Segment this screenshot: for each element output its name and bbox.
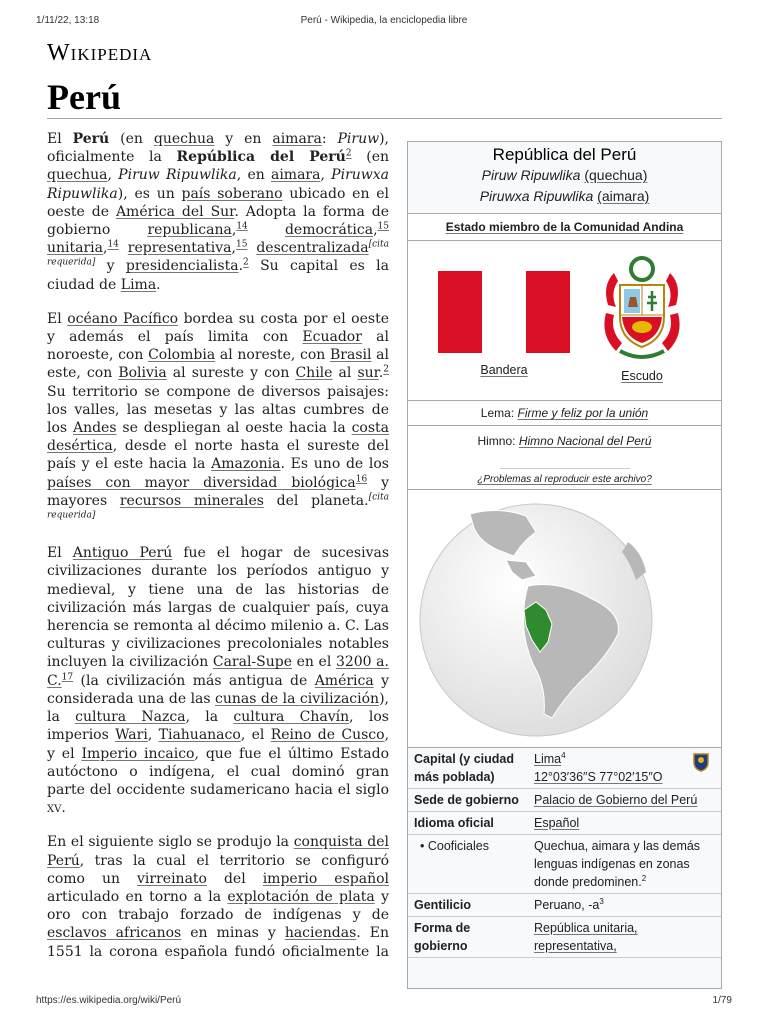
ref-17[interactable]: 17	[61, 672, 74, 683]
lima-coat-of-arms-icon[interactable]	[691, 750, 711, 772]
print-page-count: 1/79	[712, 995, 732, 1006]
link-oceano-pacifico[interactable]: océano Pacífico	[67, 310, 179, 327]
infobox-title: República del Perú	[492, 145, 637, 164]
article-body	[47, 130, 389, 960]
row-cooficiales: • Cooficiales Quechua, aimara y las demás lenguas indígenas en zonas donde predominen.$^2$	[408, 835, 721, 894]
ref-14b[interactable]: 14	[107, 239, 119, 250]
link-conquista-peru[interactable]: conquista del Perú	[47, 834, 389, 869]
link-democratica[interactable]: democrática	[284, 222, 374, 239]
row-gentilicio: Gentilicio Peruano, $-a^3$	[408, 894, 721, 917]
ref-15b[interactable]: 15	[236, 239, 248, 250]
link-virreinato[interactable]: virreinato	[137, 870, 207, 887]
link-lima[interactable]: Lima	[120, 276, 157, 293]
ref-2b[interactable]: 2	[243, 257, 249, 268]
link-cultura-nazca[interactable]: cultura Nazca	[75, 709, 186, 726]
link-explotacion-plata[interactable]: explotación de plata	[227, 888, 375, 905]
link-presidencialista[interactable]: presidencialista	[125, 258, 239, 275]
paragraph-history-ancient: El Antiguo Perú fue el hogar de sucesivas civilizaciones durante los períodos antiguo y medieval, y tiene una de las historias de civilización más largas de cualquier país, cuya herencia se remonta al décimo milenio a. C. Las culturas y civilizaciones precoloniales notables incluyen la civilización Caral-Supe en el 3200 a. C.$^{17}$ (la civilización más antigua de América y considerada una de las cunas de la civilización), la cultura Nazca, la cultura Chavín, los imperios Wari, Tiahuanaco, el Reino de Cusco, y el Imperio incaico, que fue el último Estado autóctono o indígena, el cual dominó gran parte del occidente sudamericano hacia el siglo xv.	[47, 545, 389, 817]
title-divider	[47, 118, 722, 119]
link-imperio-incaico[interactable]: Imperio incaico	[81, 745, 195, 762]
link-amazonia[interactable]: Amazonia	[211, 456, 281, 473]
ref-4[interactable]: 4	[561, 750, 566, 760]
link-representativa[interactable]: representativa	[127, 240, 232, 257]
link-america[interactable]: América	[314, 672, 374, 689]
print-page-title: Perú - Wikipedia, la enciclopedia libre	[300, 15, 468, 26]
ref-2-infobox[interactable]: 2	[641, 873, 647, 883]
infobox-title-block	[408, 142, 721, 207]
coat-of-arms-icon[interactable]	[600, 255, 684, 365]
flag-image[interactable]	[438, 271, 570, 353]
link-quechua[interactable]: quechua	[153, 131, 215, 147]
link-cultura-chavin[interactable]: cultura Chavín	[233, 709, 350, 726]
link-bolivia[interactable]: Bolivia	[118, 365, 167, 382]
link-esclavos-africanos[interactable]: esclavos africanos	[47, 925, 182, 942]
alt-name-quechua: Piruw Ripuwlika	[481, 167, 581, 183]
link-brasil[interactable]: Brasil	[330, 347, 372, 364]
link-unitaria[interactable]: unitaria	[47, 240, 103, 257]
audio-help-link: ¿Problemas al reproducir este archivo?	[477, 474, 652, 485]
link-recursos-minerales[interactable]: recursos minerales	[119, 492, 264, 509]
link-andes[interactable]: Andes	[72, 420, 117, 437]
alt-name-aimara: Piruwxa Ripuwlika	[479, 188, 594, 204]
paragraph-geography: El océano Pacífico bordea su costa por el oeste y además el país limita con Ecuador al noroeste, con Colombia al noreste, con Brasil al este, con Bolivia al sureste y con Chile al sur.$^2$ Su territorio se compone de diversos paisajes: los valles, las mesetas y las altas cumbres de los Andes se despliegan al oeste hacia la costa desértica, desde el norte hasta el sureste del país y el este hacia la Amazonia. Es uno de los países con mayor diversidad biológica$^{16}$ y mayores recursos minerales del planeta.[cita requerida]	[47, 310, 389, 521]
link-reino-cusco[interactable]: Reino de Cusco	[270, 727, 385, 744]
paragraph-history-colonial: En el siguiente siglo se produjo la conquista del Perú, tras la cual el territorio se configuró como un virreinato del imperio español articulado en torno a la explotación de plata y oro con trabajo forzado de indígenas y de esclavos africanos en minas y haciendas. En 1551 la corona española fundó oficialmente la	[47, 834, 389, 960]
link-caral-supe[interactable]: Caral-Supe	[212, 654, 293, 671]
wikipedia-wordmark[interactable]: Wikipedia	[47, 40, 153, 66]
link-pais-soberano[interactable]: país soberano	[181, 185, 283, 202]
infobox	[407, 141, 722, 989]
link-republicana[interactable]: republicana	[147, 222, 232, 239]
value-cooficiales[interactable]: Quechua, aimara y las demás lenguas indígenas en zonas donde predominen.	[534, 839, 701, 889]
national-symbols	[408, 241, 721, 401]
ref-2[interactable]: 2	[345, 148, 352, 159]
ref-16[interactable]: 16	[355, 474, 368, 484]
anthem-row: Himno: Himno Nacional del Perú ¿Problemas al reproducir este archivo?	[408, 426, 721, 490]
key-capital: Capital (y ciudad más poblada)	[408, 748, 528, 789]
article-title: Perú	[47, 77, 121, 117]
link-colombia[interactable]: Colombia	[148, 347, 216, 364]
paragraph-intro: El Perú (en quechua y en aimara: Piruw), oficialmente la República del Perú$^2$ (en quechua, Piruw Ripuwlika, en aimara, Piruwxa Ripuwlika), es un país soberano ubicado en el oeste de América del Sur. Adopta la forma de gobierno republicana,$^{14}$ democrática,$^{15}$ unitaria,$^{14}$ representativa,$^{15}$ descentralizada[cita requerida] y presidencialista.$^2$ Su capital es la ciudad de Lima.	[47, 131, 389, 293]
flag-stripe-right	[526, 271, 570, 353]
link-imperio-espanol[interactable]: imperio español	[262, 870, 389, 887]
row-sede-gobierno: Sede de gobierno Palacio de Gobierno del Perú	[408, 789, 721, 812]
print-timestamp: 1/11/22, 13:18	[36, 15, 100, 26]
link-motto[interactable]: Firme y feliz por la unión	[517, 406, 649, 420]
link-lima-capital[interactable]: Lima	[534, 752, 562, 766]
link-palacio-gobierno[interactable]: Palacio de Gobierno del Perú	[534, 793, 698, 807]
link-aimara[interactable]: aimara	[272, 131, 322, 147]
link-aimara-2[interactable]: aimara	[270, 167, 321, 184]
link-sur[interactable]: sur	[357, 365, 379, 382]
link-3200-ac[interactable]: 3200 a. C.	[47, 654, 389, 689]
link-espanol[interactable]: Español	[534, 816, 580, 830]
infobox-member-note[interactable]: Estado miembro de la Comunidad Andina	[408, 213, 721, 241]
link-cunas-civilizacion[interactable]: cunas de la civilización	[215, 690, 380, 707]
link-antiguo-peru[interactable]: Antiguo Perú	[72, 545, 173, 562]
link-ecuador[interactable]: Ecuador	[302, 329, 362, 346]
citation-needed-2[interactable]: [cita requerida]	[47, 492, 389, 521]
value-capital	[528, 748, 721, 789]
infobox-data-table	[408, 748, 721, 958]
flag-caption[interactable]: Bandera	[480, 363, 528, 377]
link-tiahuanaco[interactable]: Tiahuanaco	[158, 727, 241, 744]
row-capital	[408, 748, 721, 789]
globe-map-icon[interactable]	[418, 502, 710, 738]
link-quechua-infobox[interactable]: (quechua)	[584, 167, 648, 183]
citation-needed[interactable]: [cita requerida]	[47, 239, 389, 268]
row-idioma-oficial: Idioma oficial Español	[408, 812, 721, 835]
flag-stripe-center	[482, 271, 526, 353]
coa-caption[interactable]: Escudo	[621, 369, 663, 383]
link-haciendas[interactable]: haciendas	[284, 925, 357, 942]
motto-row: Lema: Firme y feliz por la unión	[408, 401, 721, 426]
location-map[interactable]	[408, 490, 721, 748]
ref-3[interactable]: 3	[599, 896, 604, 906]
link-diversidad-biologica[interactable]: países con mayor diversidad biológica	[47, 474, 356, 491]
flag-stripe-left	[438, 271, 482, 353]
link-wari[interactable]: Wari	[115, 727, 148, 744]
link-america-del-sur[interactable]: América del Sur	[115, 203, 235, 220]
link-costa-desertica[interactable]: costa desértica	[47, 420, 389, 455]
ref-14[interactable]: 14	[236, 221, 248, 232]
link-anthem[interactable]: Himno Nacional del Perú	[518, 434, 652, 448]
ref-2c[interactable]: 2	[383, 364, 389, 375]
row-forma-gobierno: Forma de gobierno República unitaria, representativa,	[408, 917, 721, 958]
link-aimara-infobox[interactable]: (aimara)	[597, 188, 650, 204]
link-descentralizada[interactable]: descentralizada	[256, 240, 369, 257]
link-coordinates[interactable]: 12°03′36″S 77°02′15″O	[534, 770, 663, 784]
link-chile[interactable]: Chile	[295, 365, 333, 382]
link-quechua-2[interactable]: quechua	[47, 167, 108, 184]
ref-15[interactable]: 15	[377, 221, 389, 232]
link-republica-unitaria[interactable]: República unitaria, representativa,	[534, 921, 638, 953]
print-url: https://es.wikipedia.org/wiki/Perú	[36, 995, 182, 1006]
audio-player-placeholder[interactable]	[500, 468, 630, 469]
